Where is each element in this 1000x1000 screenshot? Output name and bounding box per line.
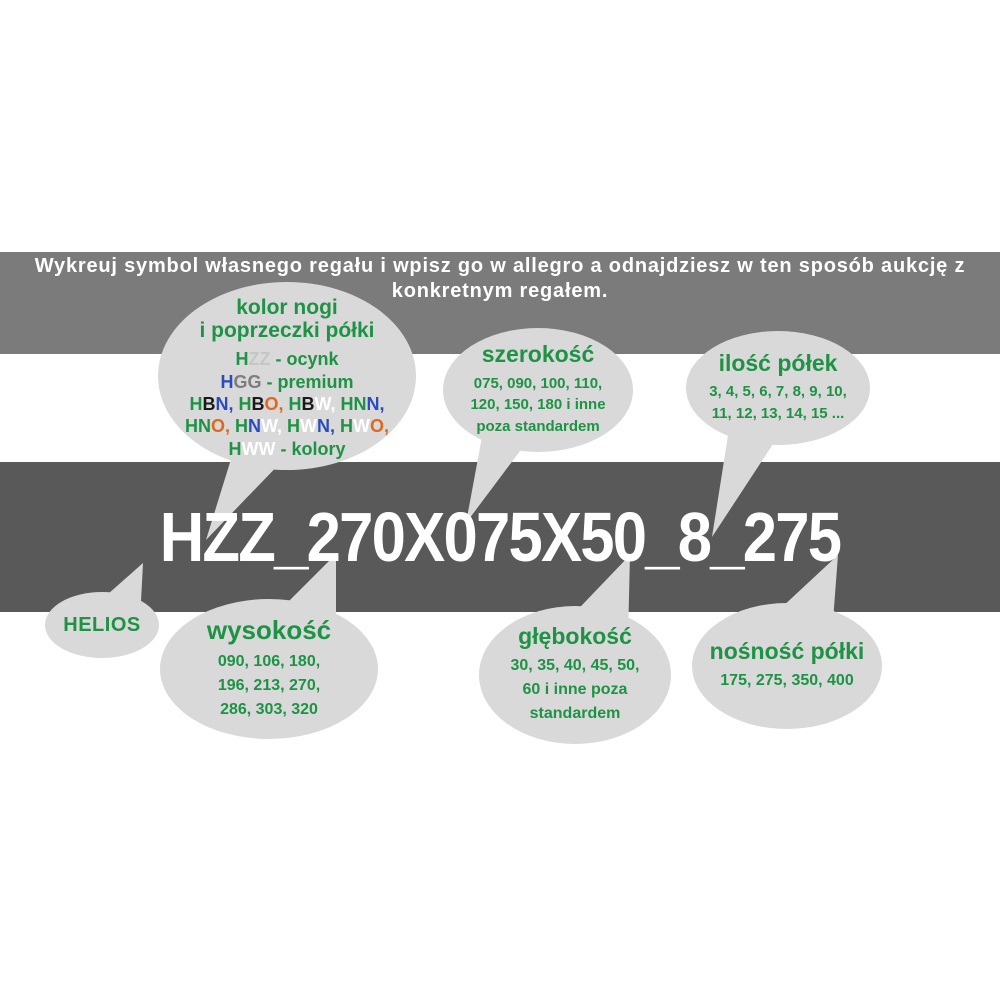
wysokosc-values <box>218 650 320 722</box>
value-line: 3, 4, 5, 6, 7, 8, 9, 10, <box>709 383 847 401</box>
glebokosc-title: głębokość <box>518 622 632 649</box>
value-line: standardem <box>529 705 621 723</box>
color-code-line: HZZ - ocynk <box>235 349 339 370</box>
ilosc-values <box>709 381 847 425</box>
bubble-kolor-nogi <box>158 282 416 470</box>
bubble-ilosc-polek <box>686 331 870 445</box>
value-line: 075, 090, 100, 110, <box>473 374 603 392</box>
szerokosc-title: szerokość <box>481 341 595 368</box>
nosnosc-title: nośność półki <box>709 637 865 664</box>
value-line: 286, 303, 320 <box>220 700 318 718</box>
product-code: HZZ_270X075X50_8_275 <box>159 498 841 576</box>
glebokosc-values <box>511 654 640 726</box>
banner-line1: Wykreuj symbol własnego regału i wpisz go w allegro a odnajdziesz w ten sposób aukcję z <box>34 255 966 277</box>
bubble-helios <box>45 592 159 658</box>
bubble-nosnosc-polki <box>692 603 882 729</box>
bubble-szerokosc <box>443 328 633 452</box>
value-line: 175, 275, 350, 400 <box>720 672 854 690</box>
nosnosc-values <box>720 669 853 693</box>
value-line: 090, 106, 180, <box>217 652 321 670</box>
value-line: poza standardem <box>476 418 600 436</box>
helios-label: HELIOS <box>63 613 141 636</box>
value-line: 60 i inne poza <box>522 681 628 699</box>
bubble-wysokosc <box>160 599 378 739</box>
value-line: 11, 12, 13, 14, 15 ... <box>711 405 845 423</box>
kolor-code-list <box>185 348 389 460</box>
kolor-title-line1: kolor nogi <box>236 296 338 320</box>
value-line: 30, 35, 40, 45, 50, <box>510 657 640 675</box>
color-code-line: HWW - kolory <box>228 438 346 459</box>
ilosc-title: ilość półek <box>718 350 838 377</box>
color-code-line: HBN, HBO, HBW, HNN, <box>189 393 385 414</box>
wysokosc-title: wysokość <box>206 615 332 646</box>
value-line: 120, 150, 180 i inne <box>470 396 606 414</box>
bubble-glebokosc <box>479 606 671 744</box>
color-code-line: HGG - premium <box>220 371 354 392</box>
szerokosc-values <box>470 373 605 438</box>
value-line: 196, 213, 270, <box>217 676 321 694</box>
banner-line2: konkretnym regałem. <box>391 280 609 302</box>
kolor-title-line2: i poprzeczki półki <box>199 319 375 343</box>
color-code-line: HNO, HNW, HWN, HWO, <box>184 416 390 437</box>
